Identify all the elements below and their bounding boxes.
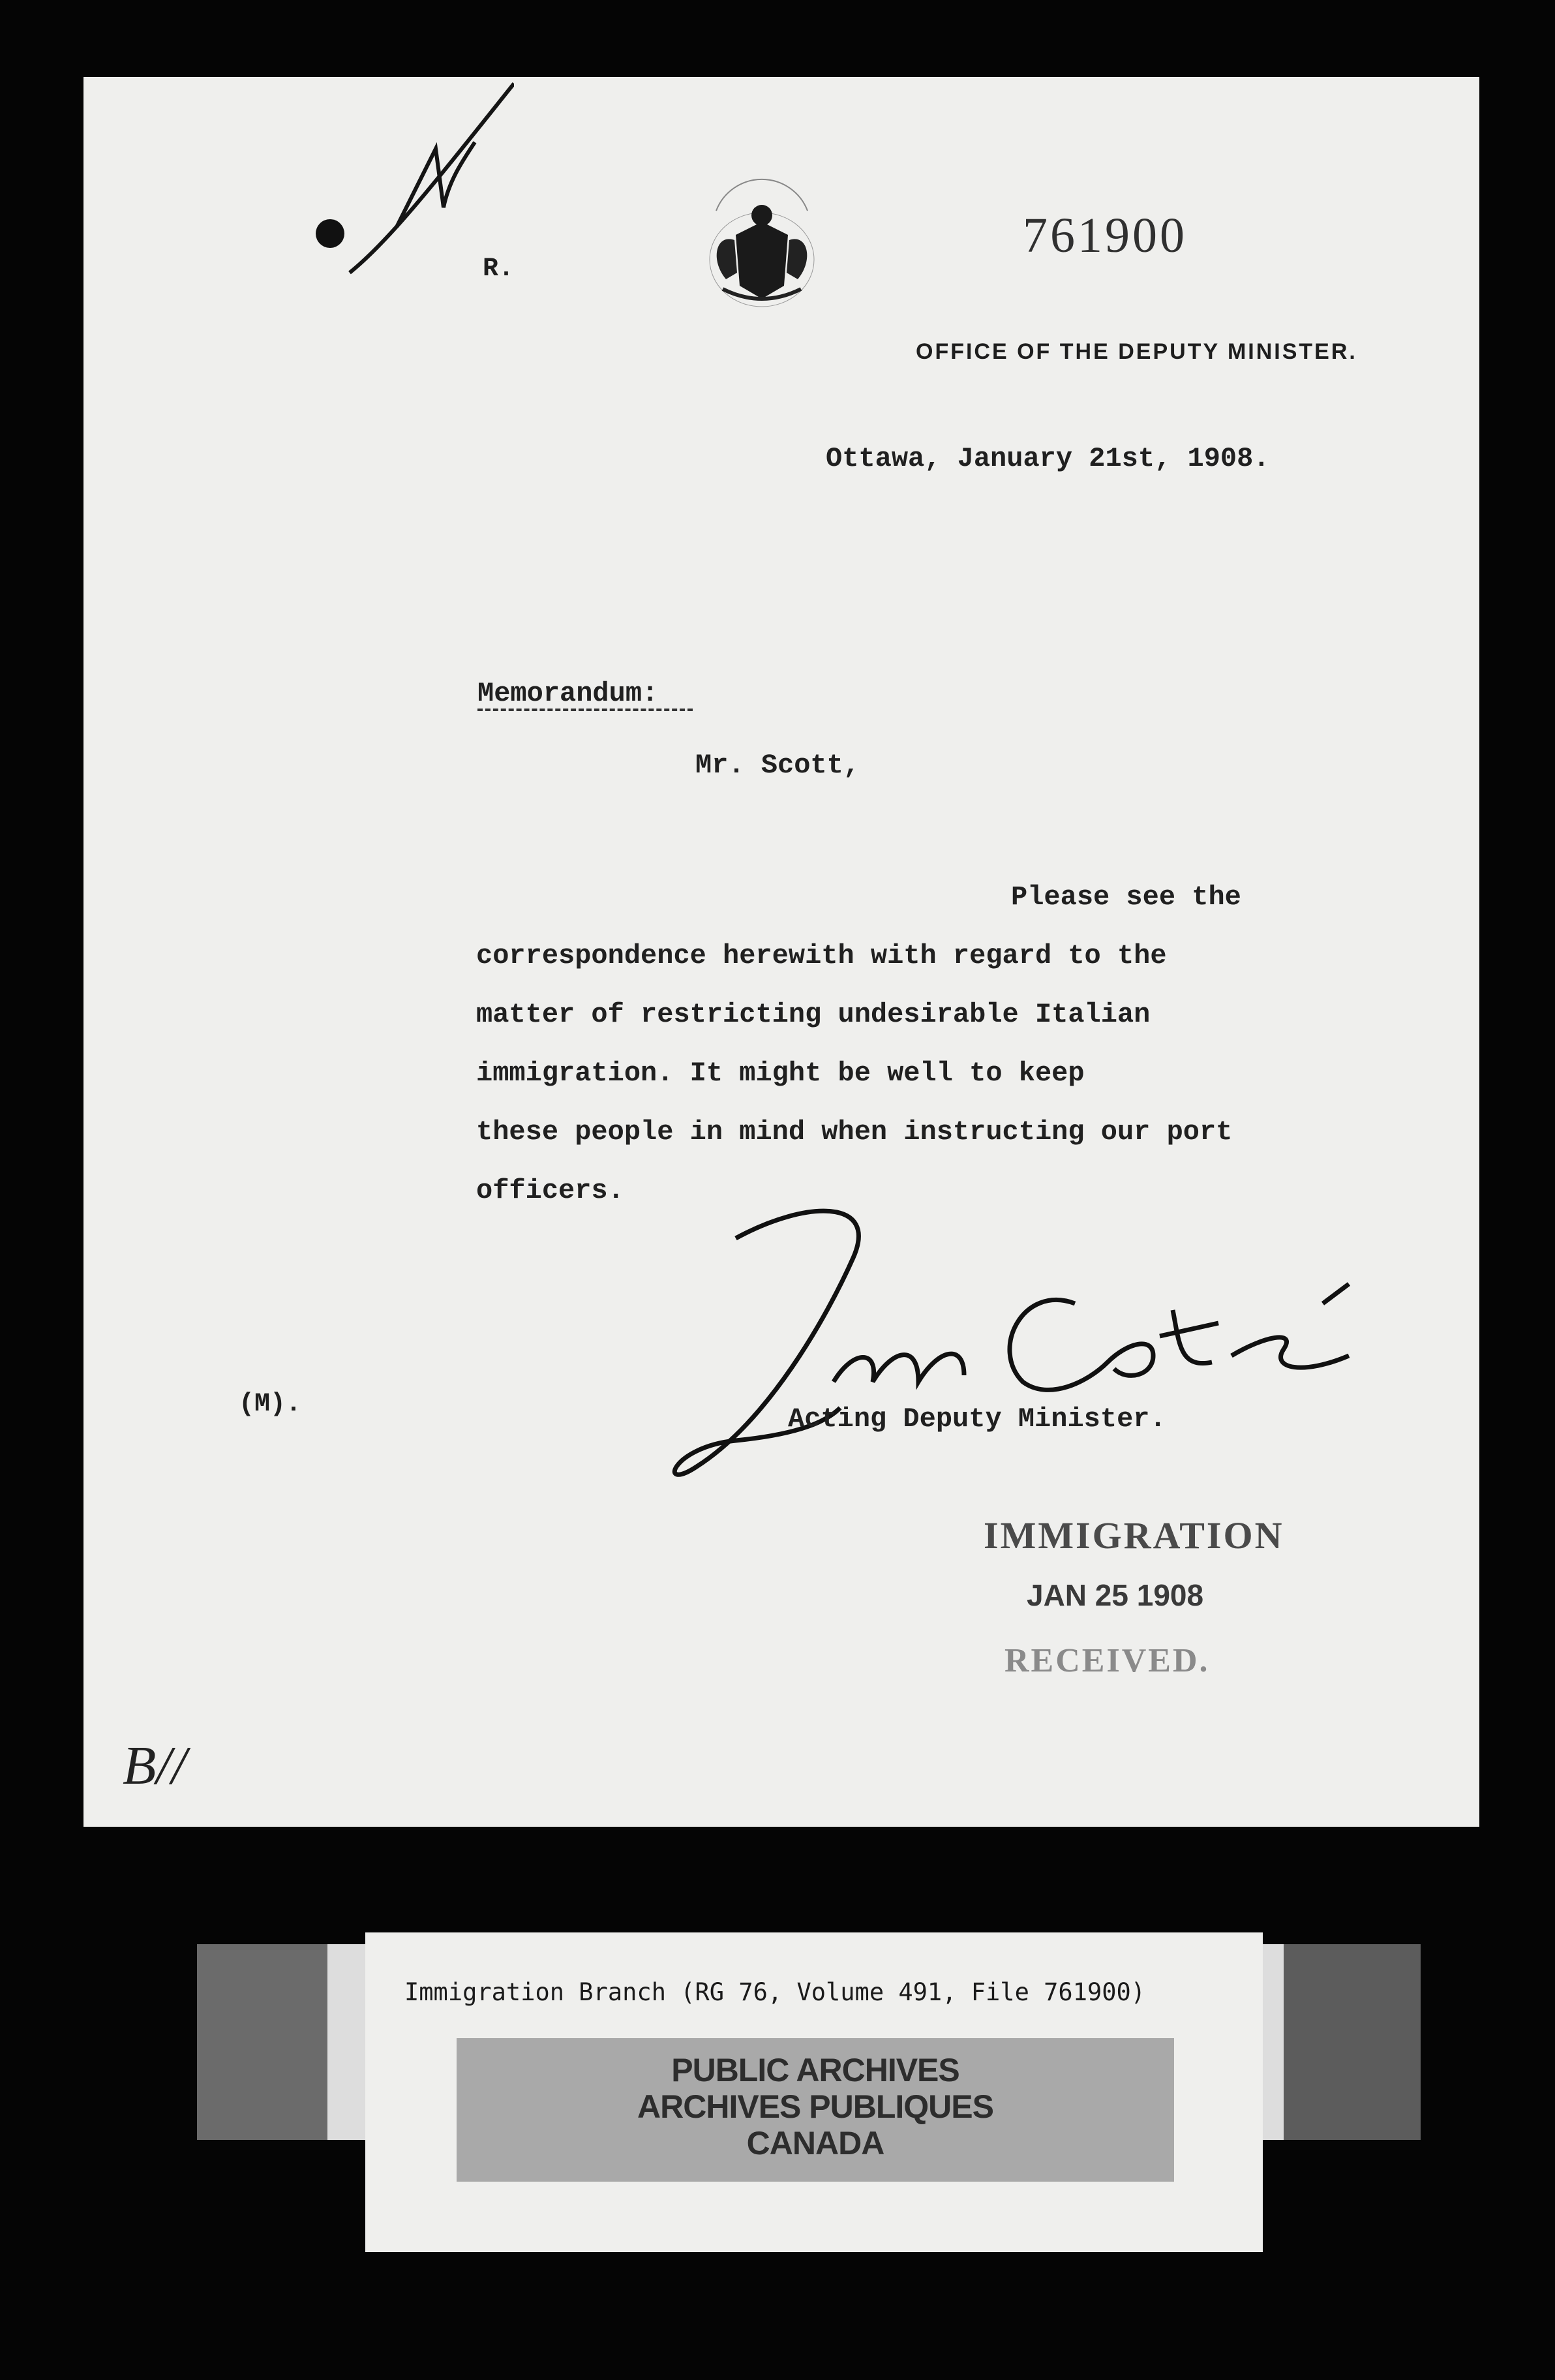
archive-stamp-line: ARCHIVES PUBLIQUES (637, 2088, 993, 2125)
date-line: Ottawa, January 21st, 1908. (826, 443, 1270, 474)
received-stamp-title: IMMIGRATION (984, 1514, 1284, 1557)
pen-flourish-mark (240, 77, 514, 299)
received-stamp-date: JAN 25 1908 (1027, 1578, 1204, 1612)
archive-stamp-line: CANADA (746, 2125, 884, 2161)
body-line: these people in mind when instructing our port (476, 1116, 1233, 1148)
salutation: Mr. Scott, (695, 750, 860, 781)
archive-reference-line: Immigration Branch (RG 76, Volume 491, File 761900) (404, 1978, 1146, 2006)
body-line: correspondence herewith with regard to the (476, 940, 1167, 971)
signatory-title: Acting Deputy Minister. (788, 1403, 1166, 1435)
margin-note: B// (123, 1735, 187, 1796)
file-number-stamp: 761900 (1023, 208, 1187, 263)
band-edge-left (197, 1944, 327, 2140)
memorandum-heading: Memorandum: (477, 678, 659, 709)
handwritten-signature (657, 1186, 1427, 1525)
public-archives-stamp (457, 2038, 1174, 2182)
body-line: officers. (476, 1175, 624, 1206)
document-page (83, 77, 1479, 1827)
body-line: Please see the (1011, 881, 1241, 913)
office-heading: OFFICE OF THE DEPUTY MINISTER. (916, 339, 1357, 364)
archive-stamp-line: PUBLIC ARCHIVES (671, 2052, 959, 2088)
memo-body (476, 868, 1241, 1220)
reference-mark: R. (483, 254, 515, 284)
body-line: matter of restricting undesirable Italian (476, 999, 1151, 1030)
archive-label-card (365, 1932, 1263, 2252)
initials-mark: (M). (239, 1390, 302, 1419)
body-line: immigration. It might be well to keep (476, 1058, 1085, 1089)
department-crest-logo (697, 175, 827, 325)
band-edge-right (1284, 1944, 1421, 2140)
heading-underline (477, 709, 693, 711)
received-stamp-status: RECEIVED. (1004, 1642, 1210, 1679)
